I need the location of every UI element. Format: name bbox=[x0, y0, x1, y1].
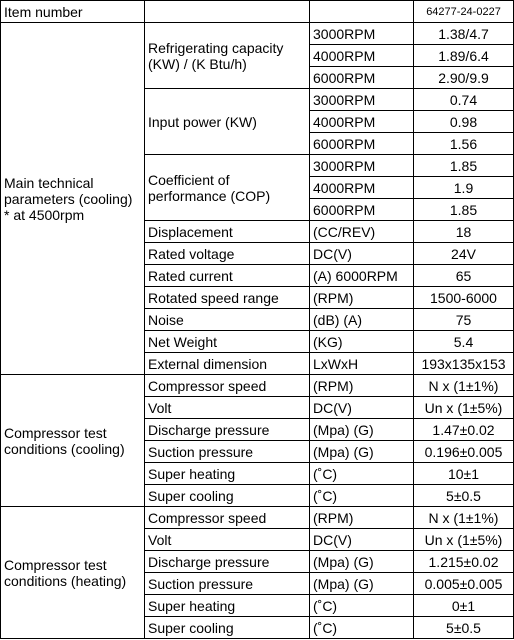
param-cell: Super heating bbox=[145, 463, 310, 485]
value-cell: Un x (1±5%) bbox=[414, 397, 514, 419]
test-cooling-label: Compressor test conditions (cooling) bbox=[1, 375, 145, 507]
item-number-blank-2 bbox=[310, 1, 414, 23]
param-cell: Suction pressure bbox=[145, 573, 310, 595]
unit-cell: (A) 6000RPM bbox=[310, 265, 414, 287]
test-heating-label: Compressor test conditions (heating) bbox=[1, 507, 145, 639]
value-cell: 5±0.5 bbox=[414, 617, 514, 639]
param-cell: Super heating bbox=[145, 595, 310, 617]
speed-cell: 6000RPM bbox=[310, 133, 414, 155]
value-cell: 1.85 bbox=[414, 199, 514, 221]
value-cell: 5±0.5 bbox=[414, 485, 514, 507]
unit-cell: (dB) (A) bbox=[310, 309, 414, 331]
speed-cell: 3000RPM bbox=[310, 89, 414, 111]
unit-cell: (˚C) bbox=[310, 463, 414, 485]
value-cell: 1.9 bbox=[414, 177, 514, 199]
param-cell: Compressor speed bbox=[145, 375, 310, 397]
speed-cell: 4000RPM bbox=[310, 111, 414, 133]
value-cell: 0.74 bbox=[414, 89, 514, 111]
value-cell: 1500-6000 bbox=[414, 287, 514, 309]
unit-cell: (RPM) bbox=[310, 287, 414, 309]
unit-cell: LxWxH bbox=[310, 353, 414, 375]
unit-cell: (Mpa) (G) bbox=[310, 551, 414, 573]
speed-cell: 6000RPM bbox=[310, 67, 414, 89]
value-cell: 0±1 bbox=[414, 595, 514, 617]
value-cell: 2.90/9.9 bbox=[414, 67, 514, 89]
param-cell: Compressor speed bbox=[145, 507, 310, 529]
item-number-blank-1 bbox=[145, 1, 310, 23]
param-cell: Noise bbox=[145, 309, 310, 331]
param-cell: Rated voltage bbox=[145, 243, 310, 265]
param-cell: Rated current bbox=[145, 265, 310, 287]
param-cell: External dimension bbox=[145, 353, 310, 375]
value-cell: 24V bbox=[414, 243, 514, 265]
value-cell: 65 bbox=[414, 265, 514, 287]
speed-cell: 4000RPM bbox=[310, 177, 414, 199]
value-cell: 18 bbox=[414, 221, 514, 243]
param-cell: Super cooling bbox=[145, 617, 310, 639]
speed-cell: 4000RPM bbox=[310, 45, 414, 67]
value-cell: 0.98 bbox=[414, 111, 514, 133]
unit-cell: (Mpa) (G) bbox=[310, 441, 414, 463]
value-cell: 75 bbox=[414, 309, 514, 331]
item-number-value: 64277-24-0227 bbox=[414, 1, 514, 23]
speed-cell: 3000RPM bbox=[310, 155, 414, 177]
value-cell: 5.4 bbox=[414, 331, 514, 353]
unit-cell: (RPM) bbox=[310, 507, 414, 529]
unit-cell: (Mpa) (G) bbox=[310, 573, 414, 595]
value-cell: N x (1±1%) bbox=[414, 507, 514, 529]
unit-cell: DC(V) bbox=[310, 397, 414, 419]
table-row bbox=[1, 375, 514, 397]
param-cell: Volt bbox=[145, 397, 310, 419]
value-cell: 1.38/4.7 bbox=[414, 23, 514, 45]
param-cell: Volt bbox=[145, 529, 310, 551]
value-cell: 193x135x153 bbox=[414, 353, 514, 375]
param-cell: Suction pressure bbox=[145, 441, 310, 463]
value-cell: 0.196±0.005 bbox=[414, 441, 514, 463]
unit-cell: (Mpa) (G) bbox=[310, 419, 414, 441]
unit-cell: (˚C) bbox=[310, 617, 414, 639]
table-row bbox=[1, 507, 514, 529]
param-cell: Discharge pressure bbox=[145, 419, 310, 441]
param-cell: Discharge pressure bbox=[145, 551, 310, 573]
param-cell: Net Weight bbox=[145, 331, 310, 353]
item-number-row bbox=[1, 1, 514, 23]
table-row bbox=[1, 23, 514, 45]
speed-cell: 3000RPM bbox=[310, 23, 414, 45]
unit-cell: (˚C) bbox=[310, 485, 414, 507]
value-cell: 1.47±0.02 bbox=[414, 419, 514, 441]
value-cell: 1.89/6.4 bbox=[414, 45, 514, 67]
value-cell: 10±1 bbox=[414, 463, 514, 485]
param-cell: Displacement bbox=[145, 221, 310, 243]
unit-cell: (CC/REV) bbox=[310, 221, 414, 243]
unit-cell: (KG) bbox=[310, 331, 414, 353]
value-cell: 1.215±0.02 bbox=[414, 551, 514, 573]
param-cell: Super cooling bbox=[145, 485, 310, 507]
speed-cell: 6000RPM bbox=[310, 199, 414, 221]
value-cell: Un x (1±5%) bbox=[414, 529, 514, 551]
item-number-label: Item number bbox=[1, 1, 145, 23]
value-cell: 1.56 bbox=[414, 133, 514, 155]
unit-cell: DC(V) bbox=[310, 243, 414, 265]
param-cell: Rotated speed range bbox=[145, 287, 310, 309]
value-cell: N x (1±1%) bbox=[414, 375, 514, 397]
cooling-group-label: Main technical parameters (cooling) * at 4500rpm bbox=[1, 23, 145, 375]
unit-cell: (˚C) bbox=[310, 595, 414, 617]
unit-cell: DC(V) bbox=[310, 529, 414, 551]
unit-cell: (RPM) bbox=[310, 375, 414, 397]
input-power-label: Input power (KW) bbox=[145, 89, 310, 155]
cop-label: Coefficient of performance (COP) bbox=[145, 155, 310, 221]
value-cell: 1.85 bbox=[414, 155, 514, 177]
refrigerating-capacity-label: Refrigerating capacity (KW) / (K Btu/h) bbox=[145, 23, 310, 89]
value-cell: 0.005±0.005 bbox=[414, 573, 514, 595]
